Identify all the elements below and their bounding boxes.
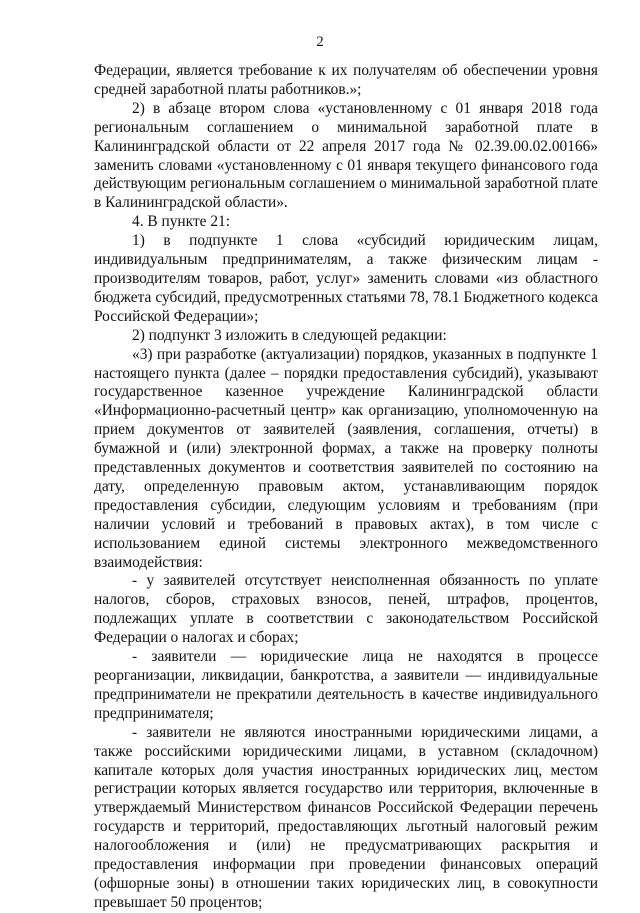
paragraph-continuation: Федерации, является требование к их получателям об обеспечении уровня средней заработной платы работников.»; [94,62,598,98]
paragraph-condition-taxes: - у заявителей отсутствует неисполненная обязанность по уплате налогов, сборов, страховых взносов, пеней, штрафов, процентов, подлежащих уплате в соответствии с законодательством Российской Федерации о налогах и сборах; [94,572,598,647]
paragraph-condition-reorganization: - заявители — юридические лица не находятся в процессе реорганизации, ликвидации, банкротства, а заявители — индивидуальные предприниматели не прекратили деятельность в качестве индивидуального предпринимателя; [94,648,598,722]
paragraph-subpoint-1: 1) в подпункте 1 слова «субсидий юридическим лицам, индивидуальным предпринимателям, а также физическим лицам - производителям товаров, работ, услуг» заменить словами «из областного бюджета субсидий, предусмотренных статьями 78, 78.1 Бюджетного кодекса Российской Федерации»; [94,232,598,325]
page-number: 2 [316,34,324,50]
paragraph-item-2-second-clause: 2) в абзаце втором слова «установленному с 01 января 2018 года региональным соглашением о минимальной заработной плате в Калининградской области от 22 апреля 2017 года № 02.39.00.02.00166» заменить словами «установленному с 01 января текущего финансового года действующим региональным соглашением о минимальной заработной плате в Калининградской области». [94,99,598,212]
paragraph-subpoint-2: 2) подпункт 3 изложить в следующей редакции: [132,326,447,344]
paragraph-point-4-heading: 4. В пункте 21: [132,213,231,231]
document-body [94,62,598,913]
paragraph-new-subpoint-3: «3) при разработке (актуализации) порядков, указанных в подпункте 1 настоящего пункта (далее – порядки предоставления субсидий), указывают государственное казенное учреждение Калининградской области «Информационно-расчетный центр» как организацию, уполномоченную на прием документов от заявителей (заявления, соглашения, отчеты) в бумажной и (или) электронной формах, а также на проверку полноты представленных документов и соответствия заявителей по состоянию на дату, определенную правовым актом, устанавливающим порядок предоставления субсидии, следующим условиям и требованиям (при наличии условий и требований в правовых актах), в том числе с использованием единой системы электронного межведомственного взаимодействия: [94,345,598,571]
paragraph-condition-foreign-entities: - заявители не являются иностранными юридическими лицами, а также российскими юридическими лицами, в уставном (складочном) капитале которых доля участия иностранных юридических лиц, местом регистрации которых является государство или территория, включенные в утверждаемый Министерством финансов Российской Федерации перечень государств и территорий, предоставляющих льготный налоговый режим налогообложения и (или) не предусматривающих раскрытия и предоставления информации при проведении финансовых операций (офшорные зоны) в отношении таких юридических лиц, в совокупности превышает 50 процентов; [94,723,598,911]
